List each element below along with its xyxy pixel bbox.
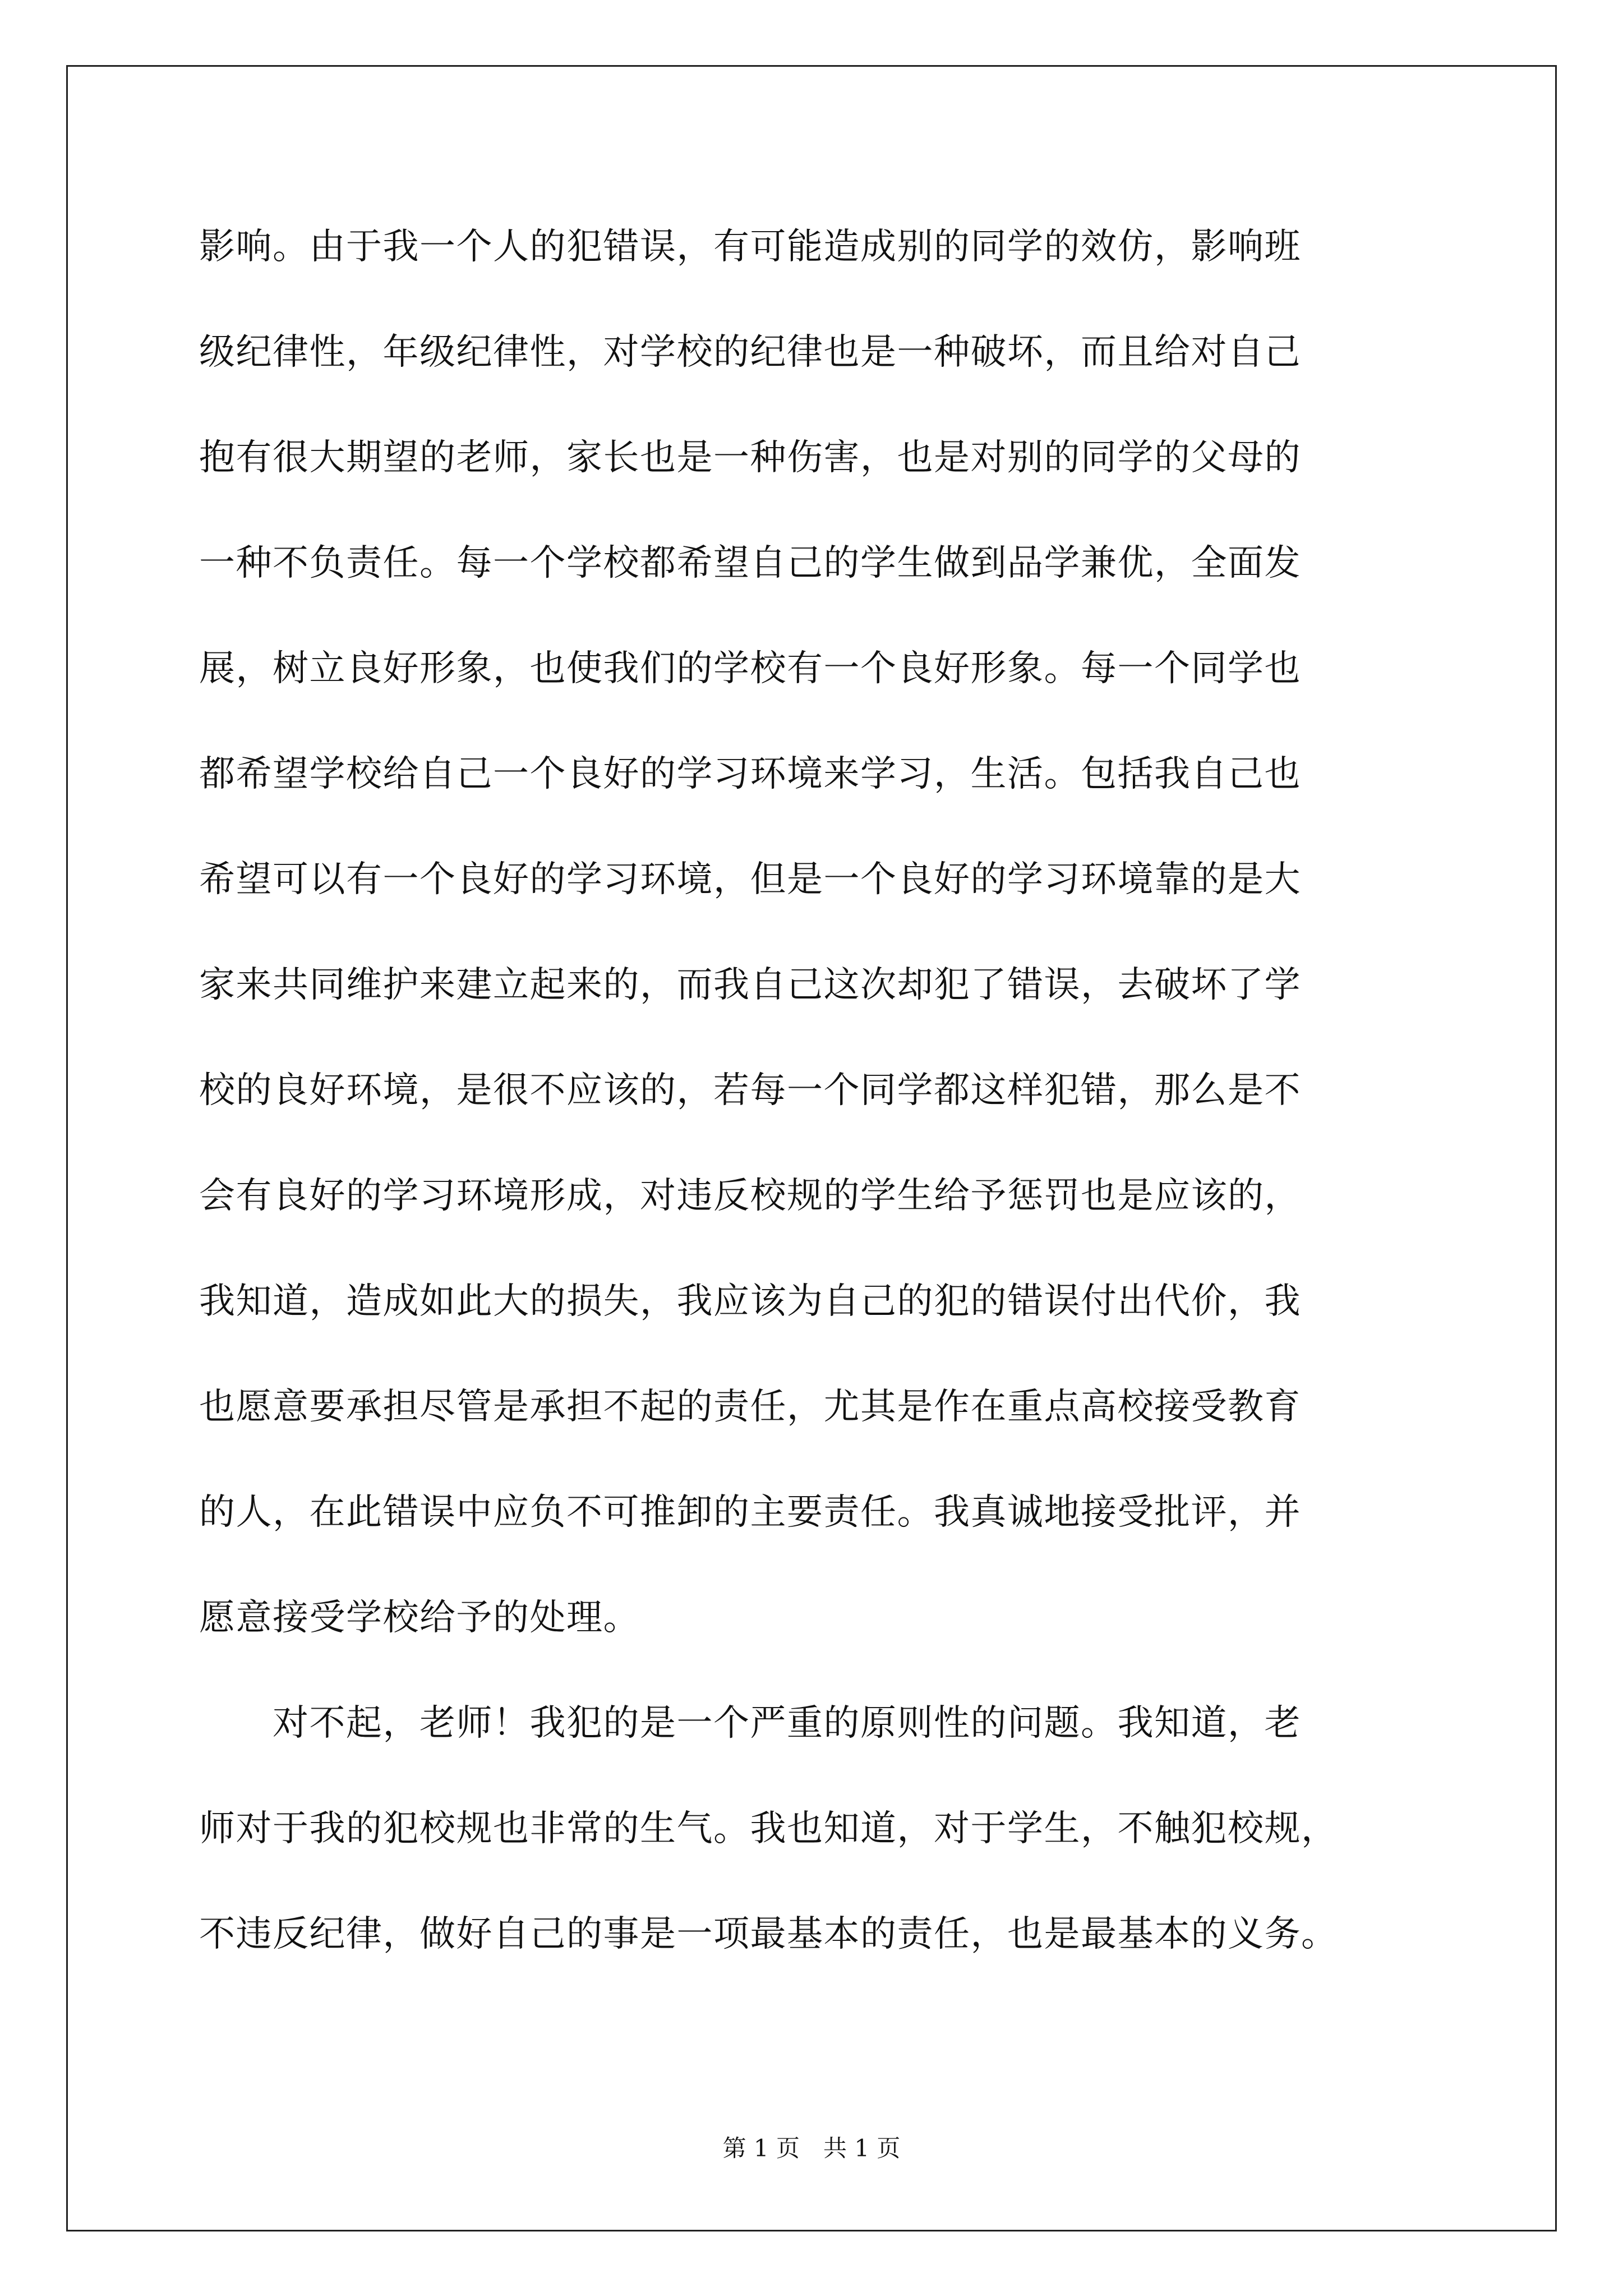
text-line: 愿意接受学校给予的处理。	[199, 1597, 640, 1639]
text-line: 也愿意要承担尽管是承担不起的责任，尤其是作在重点高校接受教育	[199, 1386, 1301, 1428]
text-line: 家来共同维护来建立起来的，而我自己这次却犯了错误，去破坏了学	[199, 964, 1301, 1006]
page-number-footer: 第 1 页 共 1 页	[722, 2134, 901, 2162]
text-line: 会有良好的学习环境形成，对违反校规的学生给予惩罚也是应该的，	[199, 1175, 1301, 1217]
text-line: 抱有很大期望的老师，家长也是一种伤害，也是对别的同学的父母的	[199, 437, 1301, 478]
text-line: 师对于我的犯校规也非常的生气。我也知道，对于学生，不触犯校规，	[199, 1808, 1338, 1849]
text-line: 一种不负责任。每一个学校都希望自己的学生做到品学兼优，全面发	[199, 542, 1301, 584]
text-line: 不违反纪律，做好自己的事是一项最基本的责任，也是最基本的义务。	[199, 1913, 1338, 1955]
text-line: 展，树立良好形象，也使我们的学校有一个良好形象。每一个同学也	[199, 648, 1301, 689]
text-line: 的人，在此错误中应负不可推卸的主要责任。我真诚地接受批评，并	[199, 1492, 1301, 1533]
text-line: 对不起，老师！我犯的是一个严重的原则性的问题。我知道，老	[199, 1703, 1301, 1744]
text-line: 都希望学校给自己一个良好的学习环境来学习，生活。包括我自己也	[199, 753, 1301, 795]
text-line: 校的良好环境，是很不应该的，若每一个同学都这样犯错，那么是不	[199, 1070, 1301, 1111]
text-line: 影响。由于我一个人的犯错误，有可能造成别的同学的效仿，影响班	[199, 226, 1301, 268]
text-line: 希望可以有一个良好的学习环境，但是一个良好的学习环境靠的是大	[199, 859, 1301, 900]
text-line: 级纪律性，年级纪律性，对学校的纪律也是一种破坏，而且给对自己	[199, 332, 1301, 373]
document-body	[199, 216, 1433, 2009]
text-line: 我知道，造成如此大的损失，我应该为自己的犯的错误付出代价，我	[199, 1281, 1301, 1322]
